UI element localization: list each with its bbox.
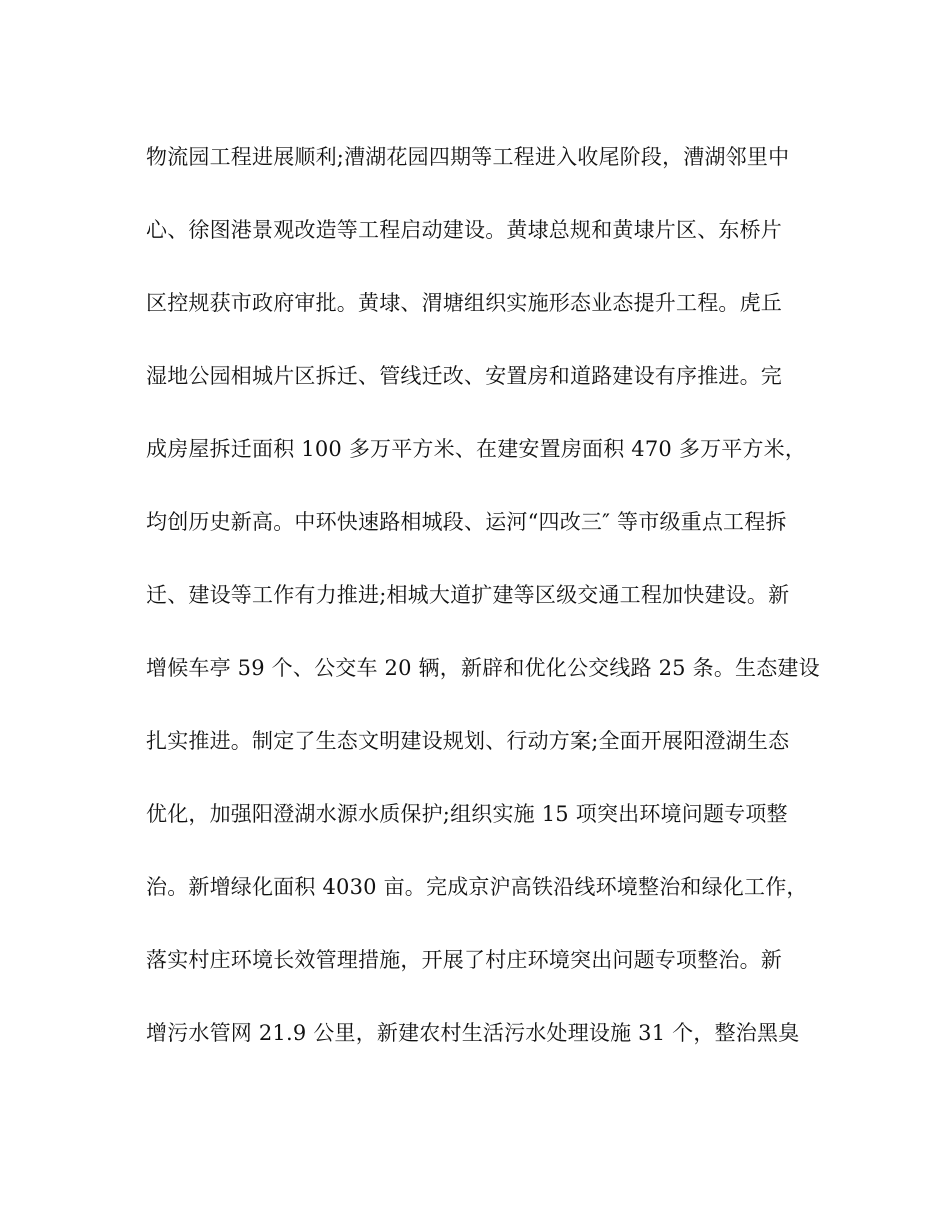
text-line: 治。新增绿化面积 4030 亩。完成京沪高铁沿线环境整治和绿化工作，	[146, 875, 808, 899]
text-line: 心、徐图港景观改造等工程启动建设。黄埭总规和黄埭片区、东桥片	[146, 218, 782, 242]
body-text	[146, 134, 826, 1083]
text-line: 优化，加强阳澄湖水源水质保护;组织实施 15 项突出环境问题专项整	[146, 802, 788, 826]
text-line: 迁、建设等工作有力推进;相城大道扩建等区级交通工程加快建设。新	[146, 583, 790, 607]
text-line: 增污水管网 21.9 公里，新建农村生活污水处理设施 31 个，整治黑臭	[146, 1021, 800, 1045]
text-line: 湿地公园相城片区拆迁、管线迁改、安置房和道路建设有序推进。完	[146, 364, 782, 388]
text-line: 增候车亭 59 个、公交车 20 辆，新辟和优化公交线路 25 条。生态建设	[146, 656, 820, 680]
text-line: 成房屋拆迁面积 100 多万平方米、在建安置房面积 470 多万平方米，	[146, 437, 807, 461]
text-line: 扎实推进。制定了生态文明建设规划、行动方案;全面开展阳澄湖生态	[146, 729, 790, 753]
text-line: 区控规获市政府审批。黄埭、渭塘组织实施形态业态提升工程。虎丘	[146, 291, 782, 315]
text-line: 均创历史新高。中环快速路相城段、运河“四改三″ 等市级重点工程拆	[146, 510, 787, 534]
text-line: 落实村庄环境长效管理措施，开展了村庄环境突出问题专项整治。新	[146, 948, 782, 972]
text-line: 物流园工程进展顺利;漕湖花园四期等工程进入收尾阶段，漕湖邻里中	[146, 145, 790, 169]
